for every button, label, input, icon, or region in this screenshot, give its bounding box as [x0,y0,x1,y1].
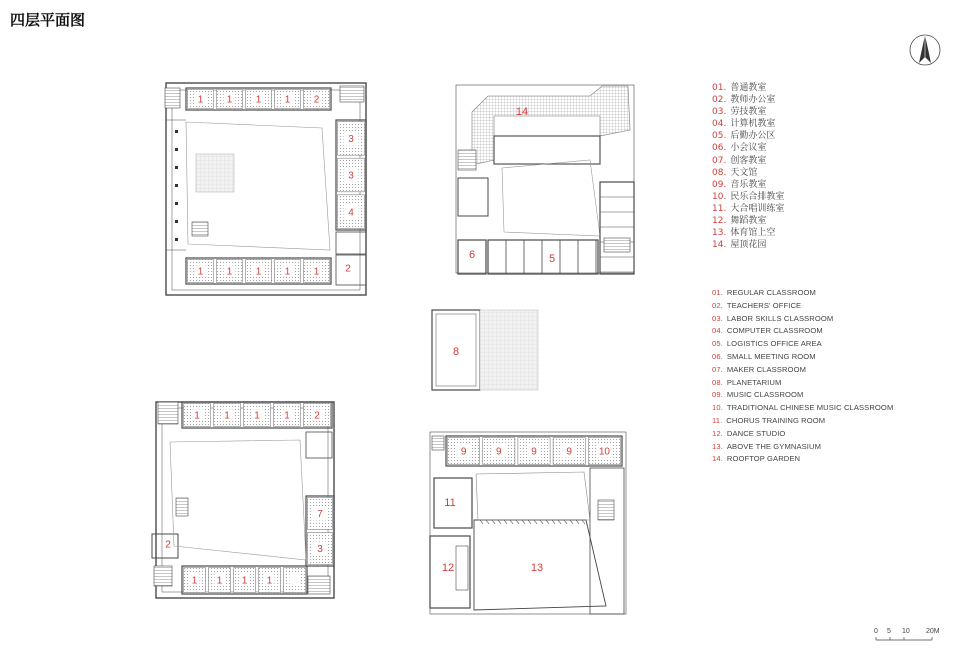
room-number-label: 1 [255,266,262,278]
legend-item [712,155,784,167]
plan-line [552,520,555,524]
column [175,166,178,169]
legend-num: 06. [712,143,727,154]
legend-num: 03. [712,107,727,118]
legend-item [712,287,893,300]
legend-item [712,94,784,106]
legend-num: 14. [712,454,723,464]
legend-item [712,130,784,142]
legend-num: 09. [712,179,727,190]
column [175,202,178,205]
room-number-label: 3 [317,544,323,556]
legend-text: 大合唱训练室 [730,203,785,214]
plan-line [546,520,549,524]
legend-num: 01. [712,83,727,93]
skylight [480,310,538,390]
scale-label: 5 [887,628,891,635]
room-number-label: 2 [165,539,171,551]
column [175,148,178,151]
room-number-label: 2 [345,263,351,275]
room-number-label: 1 [197,94,204,106]
legend-text: MUSIC CLASSROOM [726,390,804,400]
plan-line [516,520,519,524]
room-number-label: 3 [348,170,354,182]
legend-item [712,227,784,239]
room-number-label: 2 [314,410,320,422]
legend-chinese [712,82,784,251]
legend-text: TRADITIONAL CHINESE MUSIC CLASSROOM [726,403,894,413]
legend-text: 天文馆 [730,167,758,178]
plan-wall [456,546,468,590]
legend-text: MAKER CLASSROOM [726,364,806,374]
legend-text: CHORUS TRAINING ROOM [726,415,826,425]
room-number-label: 9 [460,446,467,458]
room-number-label: 1 [255,94,262,106]
plan-wall [590,468,624,614]
legend-item [712,389,893,402]
room-number-label: 1 [284,94,291,106]
plan-wall [458,178,488,216]
plan-line [540,520,543,524]
plan-wall [600,182,634,274]
legend-num: 08. [712,377,723,387]
plan-wall [488,240,598,274]
stair [340,86,364,102]
room-number-label: 1 [284,410,290,422]
legend-num: 04. [712,326,723,336]
legend-item [712,415,893,428]
plan-line [558,520,561,524]
north-arrow-icon [905,30,945,70]
legend-item [712,325,893,338]
plan-wall [336,232,366,254]
legend-item [712,191,784,203]
plan-line [492,520,495,524]
legend-num: 12. [712,428,723,438]
skylight [196,154,234,192]
stair [154,566,172,586]
legend-item [712,118,784,130]
stair [458,150,476,170]
plan-line [534,520,537,524]
legend-text: REGULAR CLASSROOM [726,288,816,297]
legend-text: 创客教室 [730,155,767,166]
legend-english [712,287,893,466]
legend-text: 音乐教室 [730,179,767,190]
room-number-label: 1 [226,266,233,278]
plan-wall [336,255,366,285]
room-number-label: 10 [598,446,610,458]
legend-num: 03. [712,313,723,323]
legend-num: 01. [712,288,723,297]
scale-bar [872,628,942,650]
stair [158,402,178,424]
scale-label: 10 [902,628,910,635]
stair [604,238,630,252]
legend-num: 05. [712,131,727,142]
legend-text: TEACHERS' OFFICE [726,300,802,310]
room-number-label: 1 [266,575,273,587]
legend-text: ROOFTOP GARDEN [726,454,801,464]
legend-num: 09. [712,390,723,400]
room-number-label: 1 [226,94,233,106]
room-number-label: 1 [197,266,204,278]
legend-text: DANCE STUDIO [726,428,786,438]
legend-item [712,402,893,415]
room-number-label: 1 [254,410,260,422]
plan-line [510,520,513,524]
gym-void [494,136,600,164]
legend-text: LABOR SKILLS CLASSROOM [726,313,834,323]
legend-text: 舞蹈教室 [730,216,767,227]
legend-num: 13. [712,228,727,239]
plan-line [576,520,579,524]
plan-outline [476,472,590,520]
room-number-label: 6 [468,248,476,261]
legend-text: 教师办公室 [730,95,776,106]
legend-text: LOGISTICS OFFICE AREA [726,339,822,349]
plan-outline [170,440,306,560]
legend-item [712,364,893,377]
stair [176,498,188,516]
room-number-label: 1 [216,575,223,587]
legend-item [712,441,893,454]
legend-num: 13. [712,441,723,451]
room-number-label: 7 [317,509,323,521]
scale-label: 0 [874,628,878,635]
legend-text: 小会议室 [730,143,767,154]
stair [165,88,180,108]
legend-text: 民乐合排教室 [730,191,785,202]
plan-line [498,520,501,524]
room-number-label: 11 [444,496,456,509]
legend-text: 屋顶花园 [730,240,767,251]
plan-line [564,520,567,524]
room-number-label: 12 [441,561,455,574]
room-number-label: 9 [531,446,537,458]
room-number-label: 2 [313,94,320,106]
room-number-label: 1 [313,266,320,278]
legend-text: 计算机教室 [730,119,776,130]
room-number-label: 13 [530,561,544,574]
column [175,220,178,223]
legend-text: 后勤办公区 [730,131,776,142]
legend-item [712,453,893,466]
legend-text: SMALL MEETING ROOM [726,351,816,361]
legend-text: 普通教室 [730,83,767,93]
classroom-label-bg [290,574,300,586]
column [175,238,178,241]
legend-text: 劳技教室 [730,107,767,118]
stair [308,576,330,594]
legend-item [712,167,784,179]
legend-item [712,300,893,313]
plan-line [528,520,531,524]
room-number-label: 3 [348,133,354,145]
plan-line [582,520,585,524]
column [175,184,178,187]
plan-outline [502,160,600,236]
scale-label: 20M [926,628,940,635]
legend-num: 07. [712,155,727,166]
legend-num: 12. [712,216,727,227]
room-number-label: 1 [194,410,200,422]
legend-item [712,142,784,154]
legend-item [712,338,893,351]
legend-item [712,215,784,227]
legend-num: 10. [712,403,723,413]
column [175,130,178,133]
legend-text: PLANETARIUM [726,377,782,387]
legend-num: 11. [712,203,727,214]
legend-num: 11. [712,415,723,425]
legend-num: 08. [712,167,727,178]
room-number-label: 1 [284,266,291,278]
page-title: 四层平面图 [10,11,86,29]
legend-item [712,377,893,390]
room-number-label: 8 [452,345,460,358]
legend-item [712,428,893,441]
plan-line [504,520,507,524]
legend-num: 02. [712,300,723,310]
room-number-label: 9 [566,446,572,458]
room-number-label: 14 [515,105,529,118]
room-number-label: 5 [548,252,556,265]
legend-num: 04. [712,119,727,130]
stair [192,222,208,236]
room-number-label: 9 [496,446,502,458]
legend-num: 05. [712,339,723,349]
legend-item [712,313,893,326]
legend-num: 07. [712,364,723,374]
legend-item [712,82,784,94]
stair [598,500,614,520]
legend-num: 10. [712,191,727,202]
legend-num: 02. [712,95,727,106]
scale-bar-graphic [872,628,942,650]
plan-line [486,520,489,524]
room-number-label: 1 [191,575,198,587]
plan-line [570,520,573,524]
legend-num: 14. [712,240,727,251]
plan-line [480,520,483,524]
rooftop-garden [472,86,630,165]
legend-text: ABOVE THE GYMNASIUM [726,441,822,451]
room-number-label: 1 [241,575,248,587]
legend-item [712,203,784,215]
stair [432,436,444,450]
plan-line [522,520,525,524]
legend-num: 06. [712,351,723,361]
legend-item [712,351,893,364]
legend-item [712,179,784,191]
legend-text: 体育馆上空 [730,228,776,239]
legend-text: COMPUTER CLASSROOM [726,326,823,336]
room-number-label: 4 [348,207,354,219]
legend-item [712,239,784,251]
legend-item [712,106,784,118]
room-number-label: 1 [224,410,230,422]
